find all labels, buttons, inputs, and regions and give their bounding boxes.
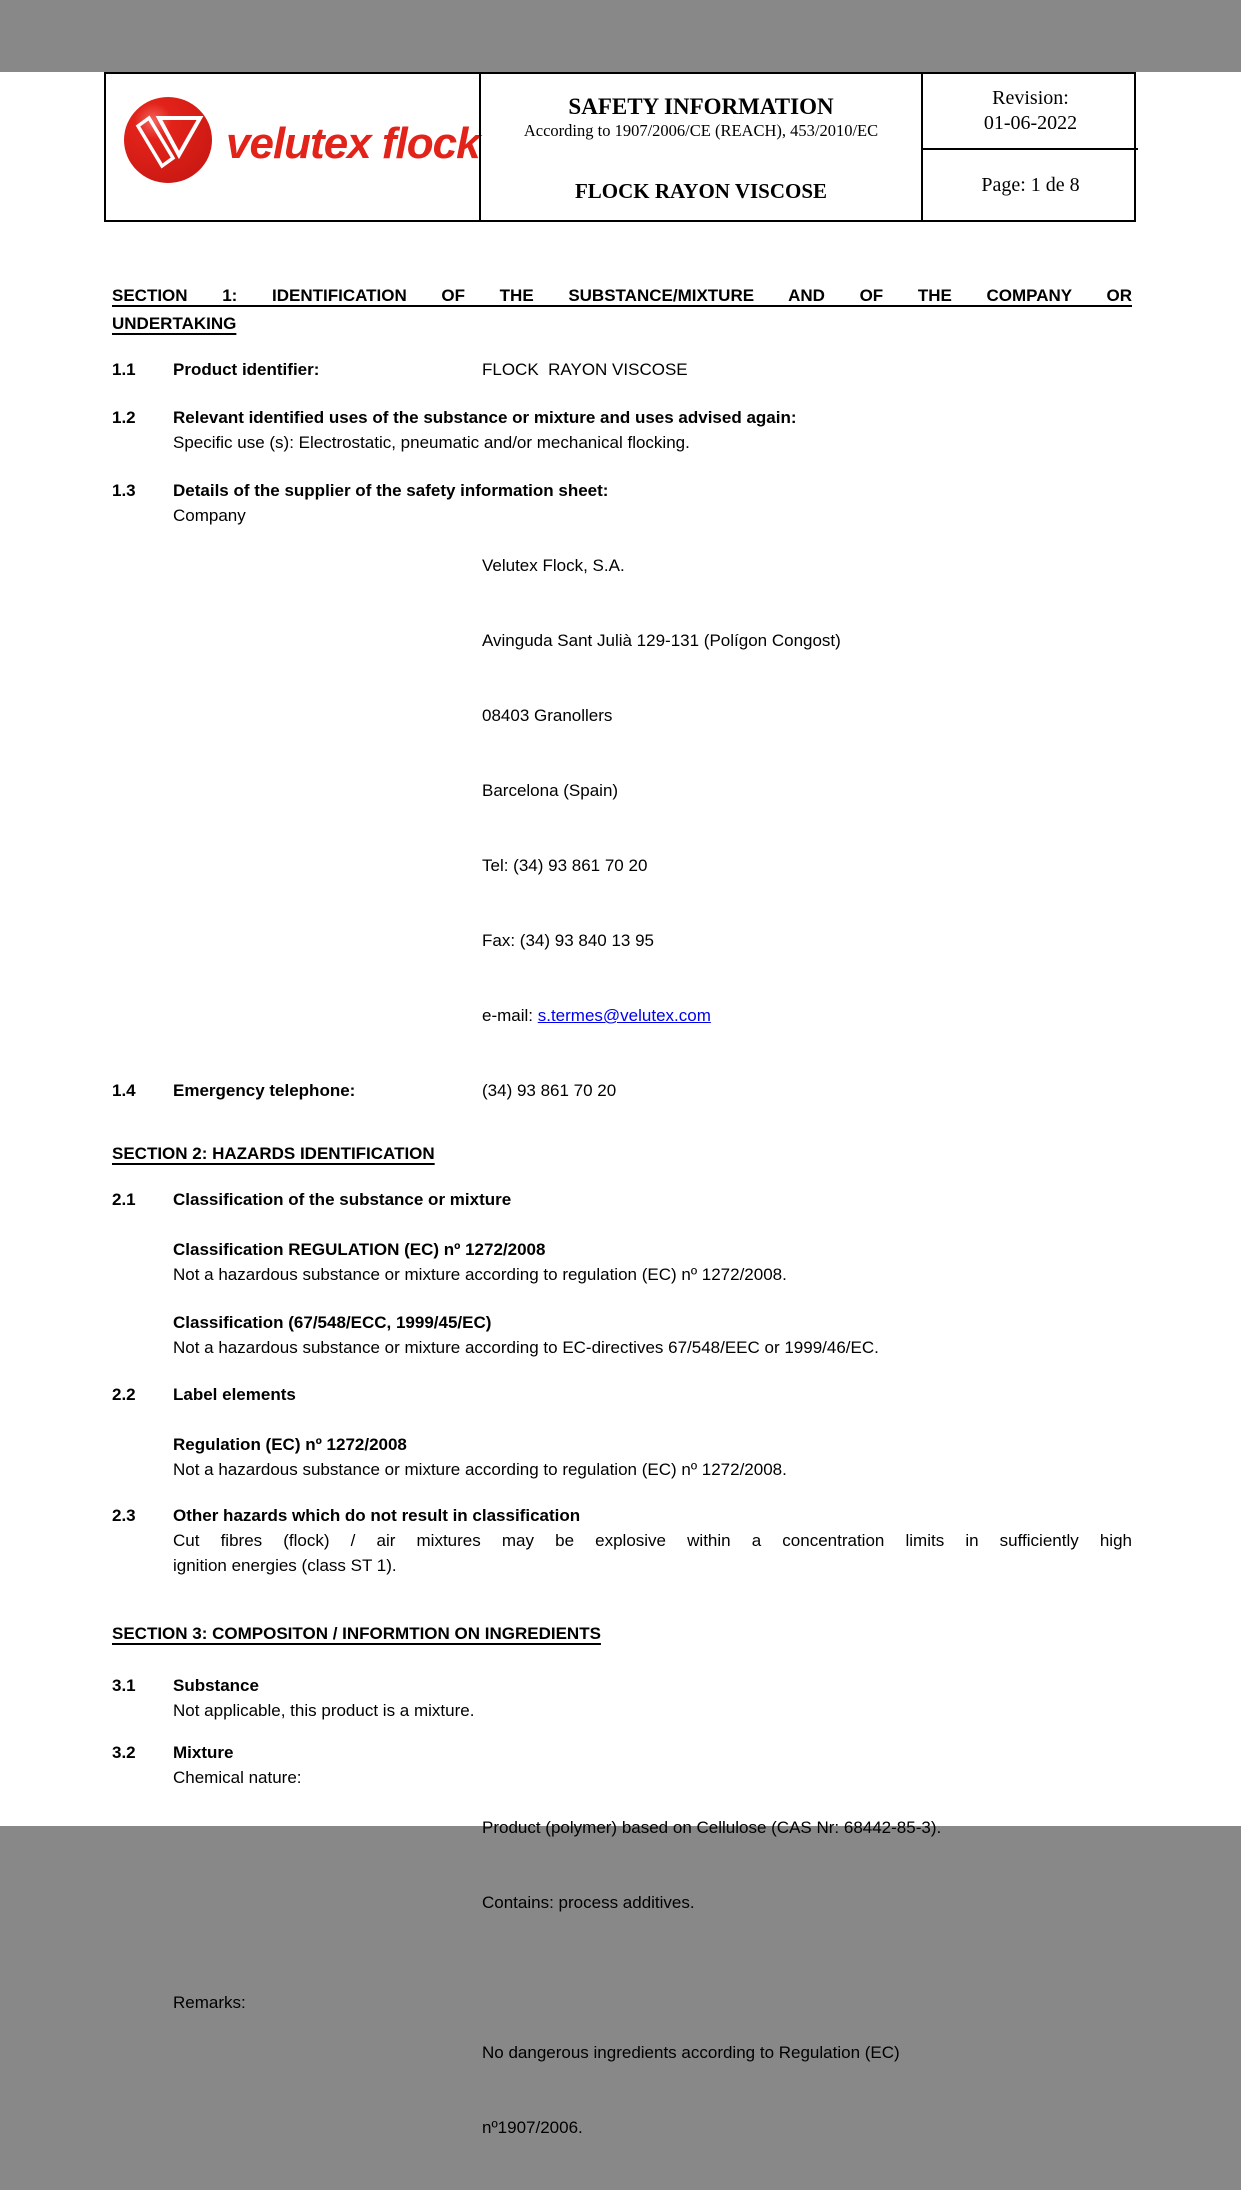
document-title: SAFETY INFORMATION [568,94,834,119]
chemical-nature-label: Chemical nature: [173,1768,302,1787]
company-fax: Fax: (34) 93 840 13 95 [482,931,655,950]
item-1-4-number: 1.4 [112,1081,136,1100]
logo-cell [106,74,479,220]
item-1-1 [112,357,1132,382]
mixture-label: Mixture [173,1743,234,1762]
company-label: Company [173,506,246,525]
item-1-1-number: 1.1 [112,360,136,379]
relevant-uses-label: Relevant identified uses of the substance or mixture and uses advised again: [173,408,797,427]
section-3-heading: SECTION 3: COMPOSITON / INFORMTION ON INGREDIENTS [112,1624,601,1643]
item-3-1-number: 3.1 [112,1676,136,1695]
velutex-logo-icon [122,94,214,193]
document-subtitle: According to 1907/2006/CE (REACH), 453/2010/EC [523,121,879,140]
product-title: FLOCK RAYON VISCOSE [574,179,828,203]
item-1-3-number: 1.3 [112,481,136,500]
item-2-3 [112,1503,1132,1578]
label-elements-label: Label elements [173,1385,296,1404]
email-label: e-mail: [482,1006,538,1025]
header-table [104,72,1136,222]
classification-reg-block [112,1237,1132,1287]
item-1-2 [112,405,1132,455]
document-page [0,72,1241,2137]
company-region: Barcelona (Spain) [482,781,619,800]
section-2-heading: SECTION 2: HAZARDS IDENTIFICATION [112,1144,435,1163]
item-2-1 [112,1187,1132,1212]
page-number: Page: 1 de 8 [981,173,1080,196]
classification-directives-title: Classification (67/548/ECC, 1999/45/EC) [173,1313,492,1332]
item-1-3 [112,478,1132,1078]
emergency-telephone-value: (34) 93 861 70 20 [482,1081,617,1100]
classification-directives-body: Not a hazardous substance or mixture according to EC-directives 67/548/EEC or 1999/46/EC. [173,1338,879,1357]
other-hazards-body-line2: ignition energies (class ST 1). [173,1556,397,1575]
specific-use-text: Specific use (s): Electrostatic, pneumatic and/or mechanical flocking. [173,433,690,452]
remarks-line1: No dangerous ingredients according to Regulation (EC) [482,2043,900,2062]
classification-directives-block [112,1310,1132,1360]
classification-label: Classification of the substance or mixture [173,1190,512,1209]
regulation-body: Not a hazardous substance or mixture according to regulation (EC) nº 1272/2008. [173,1460,787,1479]
company-email-line [482,1003,1132,1028]
chemical-nature-line2: Contains: process additives. [482,1893,695,1912]
regulation-block [112,1432,1132,1482]
item-2-3-number: 2.3 [112,1506,136,1525]
product-identifier-value: FLOCK RAYON VISCOSE [482,360,688,379]
revision-date: 01-06-2022 [983,112,1078,134]
remarks-line2: nº1907/2006. [482,2118,583,2137]
item-2-2 [112,1382,1132,1407]
regulation-title: Regulation (EC) nº 1272/2008 [173,1435,407,1454]
substance-body: Not applicable, this product is a mixture. [173,1701,475,1720]
emergency-telephone-label: Emergency telephone: [173,1081,356,1100]
revision-label: Revision: [992,87,1069,109]
remarks-block [112,1990,1132,2190]
supplier-details-label: Details of the supplier of the safety information sheet: [173,481,609,500]
section-1-heading-line2: UNDERTAKING [112,314,237,333]
company-telephone: Tel: (34) 93 861 70 20 [482,856,648,875]
item-3-1 [112,1673,1132,1723]
header-meta-cell [923,74,1138,220]
header-title-cell [479,74,923,220]
email-link[interactable]: s.termes@velutex.com [537,1006,711,1025]
section-1-heading-line1: SECTION 1: IDENTIFICATION OF THE SUBSTANCE/MIXTURE AND OF THE COMPANY OR [112,286,1132,305]
other-hazards-body-line1: Cut fibres (flock) / air mixtures may be explosive within a concentration limits in sufficiently high [173,1531,1132,1550]
company-postcode-city: 08403 Granollers [482,706,613,725]
classification-reg-title: Classification REGULATION (EC) nº 1272/2008 [173,1240,546,1259]
item-1-4 [112,1078,1132,1103]
item-3-2 [112,1740,1132,1965]
chemical-nature-line1: Product (polymer) based on Cellulose (CAS Nr: 68442-85-3). [482,1818,942,1837]
classification-reg-body: Not a hazardous substance or mixture according to regulation (EC) nº 1272/2008. [173,1265,787,1284]
revision-box [923,74,1138,150]
company-name: Velutex Flock, S.A. [482,556,625,575]
page-number-box [923,150,1138,220]
substance-label: Substance [173,1676,259,1695]
item-3-2-number: 3.2 [112,1743,136,1762]
item-2-2-number: 2.2 [112,1385,136,1404]
company-street: Avinguda Sant Julià 129-131 (Polígon Congost) [482,631,841,650]
product-identifier-label: Product identifier: [173,360,320,379]
other-hazards-label: Other hazards which do not result in classification [173,1506,581,1525]
section-1-heading [112,282,1132,338]
logo-wordmark: velutex flock [226,118,480,168]
document-body [112,282,1132,2190]
remarks-label: Remarks: [173,1993,246,2012]
item-2-1-number: 2.1 [112,1190,136,1209]
item-1-2-number: 1.2 [112,408,136,427]
